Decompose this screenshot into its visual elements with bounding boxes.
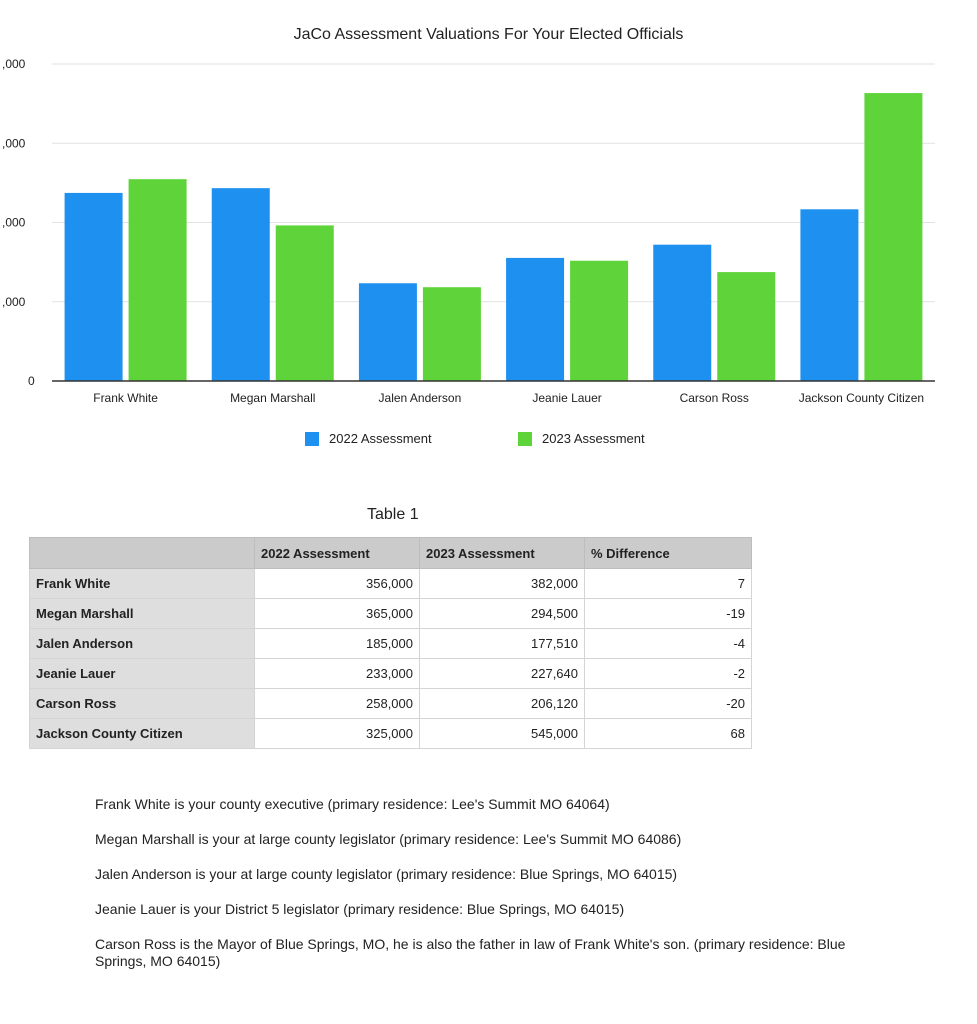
cell-diff: 68 [585, 719, 752, 749]
y-tick-label: ,000 [2, 294, 26, 309]
note-frank-white: Frank White is your county executive (primary residence: Lee's Summit MO 64064) [95, 796, 610, 812]
bar-2023 [864, 93, 922, 381]
cell-2023: 294,500 [420, 599, 585, 629]
cell-2022: 365,000 [255, 599, 420, 629]
y-tick-label: 0 [28, 374, 35, 388]
note-jalen-anderson: Jalen Anderson is your at large county legislator (primary residence: Blue Springs, MO 64015) [95, 866, 678, 882]
x-tick-label: Jalen Anderson [378, 391, 462, 405]
cell-diff: -20 [585, 689, 752, 719]
y-tick-label: ,000 [2, 136, 26, 151]
bar-2023 [717, 272, 775, 381]
table-row [30, 629, 752, 659]
bar-2023 [129, 179, 187, 381]
note-jeanie-lauer: Jeanie Lauer is your District 5 legislator (primary residence: Blue Springs, MO 64015) [95, 901, 625, 917]
legend-item-2023 [518, 431, 645, 446]
bar-2022 [800, 209, 858, 381]
x-tick-label: Megan Marshall [230, 391, 316, 405]
table-header-row [30, 538, 752, 569]
table-caption: Table 1 [367, 506, 419, 523]
x-tick-label: Jackson County Citizen [798, 391, 925, 405]
y-tick-label: ,000 [2, 57, 26, 71]
chart-title: JaCo Assessment Valuations For Your Elected Officials [293, 26, 684, 43]
legend-label-2022: 2022 Assessment [329, 431, 432, 446]
cell-diff: -19 [585, 599, 752, 629]
row-name: Frank White [30, 569, 255, 599]
bar-2022 [359, 283, 417, 381]
bar-2022 [212, 188, 270, 381]
legend-swatch-2023 [518, 432, 532, 446]
cell-diff: -2 [585, 659, 752, 689]
cell-2022: 325,000 [255, 719, 420, 749]
row-name: Carson Ross [30, 689, 255, 719]
header-2022: 2022 Assessment [255, 538, 420, 569]
table-row [30, 719, 752, 749]
bar-2022 [653, 245, 711, 381]
table-row [30, 659, 752, 689]
bar-2022 [65, 193, 123, 381]
bar-chart [0, 0, 977, 420]
cell-2022: 356,000 [255, 569, 420, 599]
legend-item-2022 [305, 431, 432, 446]
x-tick-label: Jeanie Lauer [532, 391, 602, 405]
header-diff: % Difference [585, 538, 752, 569]
header-2023: 2023 Assessment [420, 538, 585, 569]
bar-2022 [506, 258, 564, 381]
x-tick-label: Frank White [93, 391, 158, 405]
y-tick-label: ,000 [2, 215, 26, 230]
cell-2023: 177,510 [420, 629, 585, 659]
cell-2023: 382,000 [420, 569, 585, 599]
cell-diff: 7 [585, 569, 752, 599]
table-row [30, 689, 752, 719]
cell-2022: 258,000 [255, 689, 420, 719]
legend-label-2023: 2023 Assessment [542, 431, 645, 446]
legend-swatch-2022 [305, 432, 319, 446]
table-corner-cell [30, 538, 255, 569]
row-name: Jalen Anderson [30, 629, 255, 659]
cell-diff: -4 [585, 629, 752, 659]
cell-2022: 233,000 [255, 659, 420, 689]
notes [95, 796, 895, 988]
x-tick-label: Carson Ross [679, 391, 749, 405]
row-name: Jackson County Citizen [30, 719, 255, 749]
assessment-table [29, 537, 752, 749]
cell-2023: 206,120 [420, 689, 585, 719]
bar-2023 [423, 287, 481, 381]
note-carson-ross: Carson Ross is the Mayor of Blue Springs, MO, he is also the father in law of Frank White's son. (primary residence: Blue Springs, MO 64015) [95, 936, 846, 969]
table-row [30, 569, 752, 599]
bar-2023 [570, 261, 628, 381]
row-name: Jeanie Lauer [30, 659, 255, 689]
table-row [30, 599, 752, 629]
cell-2022: 185,000 [255, 629, 420, 659]
row-name: Megan Marshall [30, 599, 255, 629]
bar-2023 [276, 225, 334, 381]
cell-2023: 545,000 [420, 719, 585, 749]
cell-2023: 227,640 [420, 659, 585, 689]
note-megan-marshall: Megan Marshall is your at large county legislator (primary residence: Lee's Summit MO 64086) [95, 831, 682, 847]
